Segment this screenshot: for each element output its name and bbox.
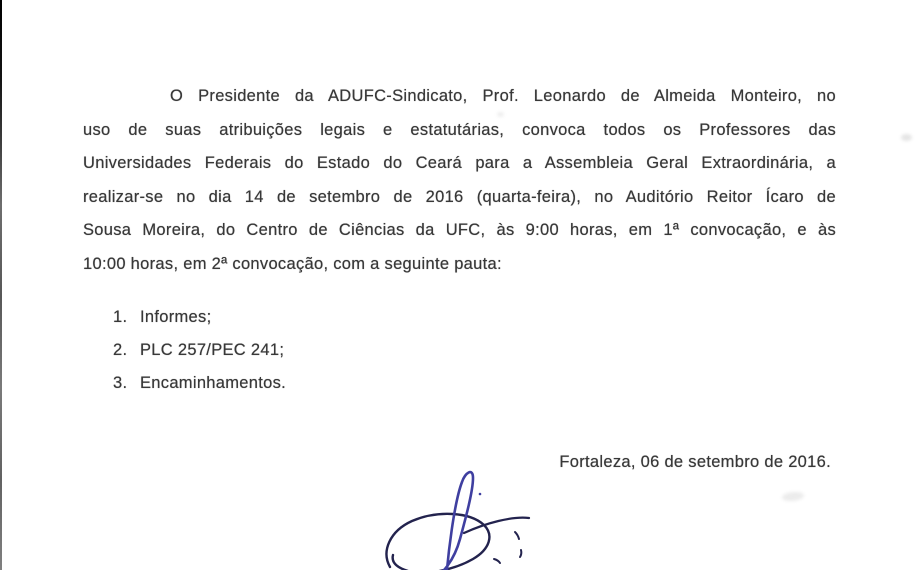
- agenda-list: [113, 301, 286, 399]
- paragraph-line: O Presidente da ADUFC-Sindicato, Prof. Leonardo de Almeida Monteiro, no: [170, 87, 836, 105]
- convocation-paragraph: [83, 80, 836, 281]
- date-line: Fortaleza, 06 de setembro de 2016.: [559, 453, 831, 471]
- agenda-item-number: 3.: [113, 373, 128, 392]
- signature: [380, 455, 580, 570]
- paragraph-line: Sousa Moreira, do Centro de Ciências da UFC, às 9:00 horas, em 1ª convocação, e às: [83, 221, 836, 239]
- paragraph-line: 10:00 horas, em 2ª convocação, com a seguinte pauta:: [83, 254, 502, 273]
- agenda-item: [113, 301, 286, 334]
- scan-smudge: [497, 112, 504, 117]
- scan-edge-artifact: [0, 0, 2, 570]
- ink-dot: [479, 493, 482, 496]
- paragraph-line: Universidades Federais do Estado do Ceará para a Assembleia Geral Extraordinária, a: [83, 154, 836, 172]
- paragraph-line: realizar-se no dia 14 de setembro de 2016 (quarta-feira), no Auditório Reitor Ícaro de: [83, 187, 836, 206]
- agenda-item: [113, 367, 286, 400]
- agenda-item-number: 1.: [113, 308, 128, 326]
- scan-smudge: [901, 134, 912, 141]
- agenda-item-text: Informes;: [140, 308, 212, 326]
- agenda-item-text: PLC 257/PEC 241;: [140, 340, 285, 359]
- agenda-item: [113, 334, 286, 367]
- scan-smudge: [782, 491, 805, 502]
- agenda-item-number: 2.: [113, 340, 128, 359]
- paragraph-line: uso de suas atribuições legais e estatutárias, convoca todos os Professores das: [83, 120, 836, 139]
- agenda-item-text: Encaminhamentos.: [140, 373, 287, 392]
